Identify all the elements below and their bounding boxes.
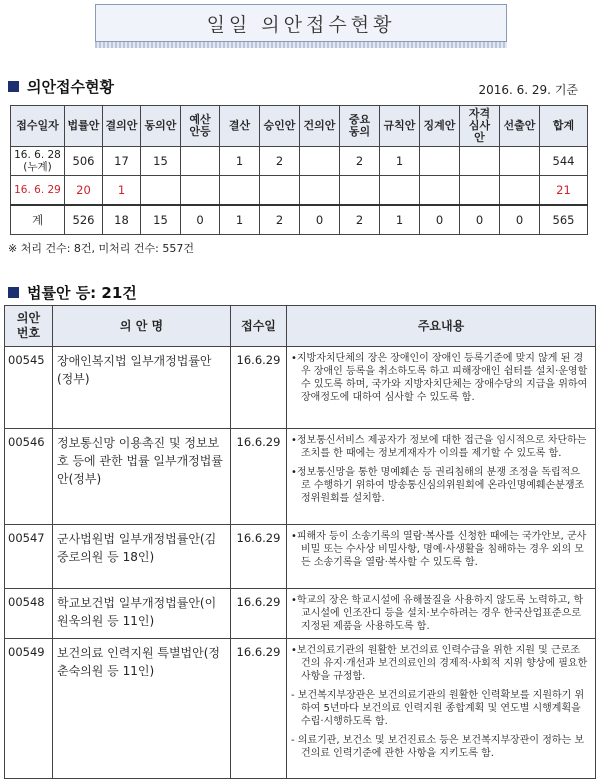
header-cell: 의안번호 bbox=[5, 306, 53, 347]
document-title: 일일 의안접수현황 bbox=[95, 4, 507, 42]
summary-cell: 2 bbox=[260, 147, 300, 176]
summary-cell: 0 bbox=[460, 205, 500, 235]
header-cell: 접수일 bbox=[231, 306, 287, 347]
summary-cell bbox=[260, 176, 300, 206]
table-row bbox=[5, 525, 596, 589]
summary-cell: 21 bbox=[540, 176, 588, 206]
bill-number: 00547 bbox=[5, 525, 53, 589]
summary-cell: 526 bbox=[65, 205, 103, 235]
table-row bbox=[5, 639, 596, 779]
row-date-line: 16. 6. 29 bbox=[14, 184, 61, 196]
summary-cell bbox=[181, 176, 220, 206]
summary-cell bbox=[181, 147, 220, 176]
section-heading-text: 의안접수현황 bbox=[27, 78, 114, 96]
header-cell: 중요동의 bbox=[340, 106, 380, 147]
section-heading-receipt-status bbox=[8, 76, 114, 97]
header-cell: 주요내용 bbox=[287, 306, 596, 347]
square-bullet-icon bbox=[8, 287, 19, 298]
summary-cell bbox=[300, 176, 340, 206]
header-cell: 승인안 bbox=[260, 106, 300, 147]
table-row bbox=[5, 429, 596, 525]
summary-row-cumulative bbox=[11, 147, 588, 176]
content-paragraph: •정보통신망을 통한 명예훼손 등 권리침해의 분쟁 조정을 독립적으로 수행하기 위하여 방송통신심의위원회에 온라인명예훼손분쟁조정위원회를 설치함. bbox=[291, 467, 585, 504]
header-cell: 법률안 bbox=[65, 106, 103, 147]
summary-cell: 18 bbox=[103, 205, 141, 235]
summary-cell: 1 bbox=[220, 147, 260, 176]
summary-cell bbox=[380, 176, 420, 206]
summary-cell bbox=[420, 147, 460, 176]
summary-cell: 1 bbox=[103, 176, 141, 206]
summary-cell: 0 bbox=[420, 205, 460, 235]
summary-table bbox=[10, 105, 588, 235]
content-paragraph: •지방자치단체의 장은 장애인이 장애인 등록기준에 맞지 않게 된 경우 장애인 등록을 취소하도록 하고 피해장애인 쉼터를 설치·운영할 수 있도록 하며, 국가와 지방자치단체는 장애수당의 지급을 위하여 장애정도에 대하여 심사할 수 있도록 함. bbox=[291, 353, 588, 403]
header-cell: 결산 bbox=[220, 106, 260, 147]
row-date-subline: (누계) bbox=[23, 161, 52, 173]
summary-cell: 1 bbox=[220, 205, 260, 235]
content-paragraph: •학교의 장은 학교시설에 유해물질을 사용하지 않도록 노력하고, 학교시설에 인조잔디 등을 설치·보수하려는 경우 한국산업표준으로 지정된 제품을 사용하도록 함. bbox=[291, 595, 584, 632]
table-row bbox=[5, 589, 596, 639]
summary-cell: 0 bbox=[181, 205, 220, 235]
summary-cell: 17 bbox=[103, 147, 141, 176]
row-date-cell bbox=[11, 176, 65, 206]
section-heading-bills bbox=[8, 282, 137, 303]
bill-date: 16.6.29 bbox=[231, 347, 287, 429]
processing-note: ※ 처리 건수: 8건, 미처리 건수: 557건 bbox=[8, 242, 194, 255]
summary-cell: 15 bbox=[141, 205, 181, 235]
bill-number: 00545 bbox=[5, 347, 53, 429]
bill-content bbox=[287, 639, 596, 779]
bills-header-row bbox=[5, 306, 596, 347]
bill-content bbox=[287, 347, 596, 429]
header-cell: 징계안 bbox=[420, 106, 460, 147]
bill-number: 00549 bbox=[5, 639, 53, 779]
header-cell: 규칙안 bbox=[380, 106, 420, 147]
bill-number: 00548 bbox=[5, 589, 53, 639]
bills-table bbox=[4, 305, 596, 779]
summary-cell: 1 bbox=[380, 147, 420, 176]
summary-cell: 2 bbox=[340, 147, 380, 176]
header-cell: 의 안 명 bbox=[53, 306, 231, 347]
title-underline bbox=[95, 42, 507, 48]
header-cell: 예산안등 bbox=[181, 106, 220, 147]
summary-cell bbox=[340, 176, 380, 206]
content-paragraph: - 보건복지부장관은 보건의료기관의 원활한 인력확보를 지원하기 위하여 5년마다 보건의료 인력지원 종합계획 및 연도별 시행계획을 수립·시행하도록 함. bbox=[291, 690, 585, 727]
summary-cell bbox=[500, 147, 540, 176]
content-paragraph: •정보통신서비스 제공자가 정보에 대한 접근을 임시적으로 차단하는 조치를 한 때에는 정보게재자가 이의를 제기할 수 있도록 함. bbox=[291, 435, 587, 459]
row-date-cell bbox=[11, 147, 65, 176]
summary-cell: 565 bbox=[540, 205, 588, 235]
summary-cell: 20 bbox=[65, 176, 103, 206]
content-paragraph: •피해자 등이 소송기록의 열람·복사를 신청한 때에는 국가안보, 군사비밀 또는 수사상 비밀사항, 명예·사생활을 침해하는 경우 외의 모든 소송기록을 열람·복사할 수 있도록 함. bbox=[291, 531, 587, 568]
summary-row-today bbox=[11, 176, 588, 206]
summary-header-row bbox=[11, 106, 588, 147]
summary-cell bbox=[220, 176, 260, 206]
summary-cell bbox=[300, 147, 340, 176]
bill-number: 00546 bbox=[5, 429, 53, 525]
summary-cell bbox=[500, 176, 540, 206]
header-cell: 건의안 bbox=[300, 106, 340, 147]
summary-cell: 2 bbox=[340, 205, 380, 235]
header-cell: 합계 bbox=[540, 106, 588, 147]
bill-content bbox=[287, 525, 596, 589]
bill-date: 16.6.29 bbox=[231, 525, 287, 589]
header-cell: 결의안 bbox=[103, 106, 141, 147]
bill-content bbox=[287, 589, 596, 639]
square-bullet-icon bbox=[8, 81, 19, 92]
row-date-line: 16. 6. 28 bbox=[14, 149, 61, 161]
bill-content bbox=[287, 429, 596, 525]
summary-cell bbox=[460, 176, 500, 206]
date-reference: 2016. 6. 29. 기준 bbox=[478, 83, 578, 97]
bill-date: 16.6.29 bbox=[231, 589, 287, 639]
content-paragraph: •보건의료기관의 원활한 보건의료 인력수급을 위한 지원 및 근로조건의 유지·개선과 보건의료인의 경제적·사회적 지위 향상에 필요한 사항을 규정함. bbox=[291, 645, 588, 682]
summary-cell: 506 bbox=[65, 147, 103, 176]
header-cell: 접수일자 bbox=[11, 106, 65, 147]
table-row bbox=[5, 347, 596, 429]
summary-cell: 15 bbox=[141, 147, 181, 176]
bill-date: 16.6.29 bbox=[231, 639, 287, 779]
content-paragraph: - 의료기관, 보건소 및 보건진료소 등은 보건복지부장관이 정하는 보건의료 인력기준에 관한 사항을 지키도록 함. bbox=[291, 735, 585, 759]
summary-cell: 2 bbox=[260, 205, 300, 235]
summary-cell: 1 bbox=[380, 205, 420, 235]
bill-name: 군사법원법 일부개정법률안(김중로의원 등 18인) bbox=[53, 525, 231, 589]
section-heading-text: 법률안 등: 21건 bbox=[27, 284, 137, 302]
header-cell: 선출안 bbox=[500, 106, 540, 147]
summary-row-total bbox=[11, 205, 588, 235]
header-cell: 자격심사안 bbox=[460, 106, 500, 147]
bill-name: 장애인복지법 일부개정법률안(정부) bbox=[53, 347, 231, 429]
bill-date: 16.6.29 bbox=[231, 429, 287, 525]
summary-cell: 544 bbox=[540, 147, 588, 176]
summary-cell bbox=[141, 176, 181, 206]
bill-name: 정보통신망 이용촉진 및 정보보호 등에 관한 법률 일부개정법률안(정부) bbox=[53, 429, 231, 525]
bill-name: 학교보건법 일부개정법률안(이원욱의원 등 11인) bbox=[53, 589, 231, 639]
summary-cell: 0 bbox=[500, 205, 540, 235]
row-date-cell: 계 bbox=[11, 205, 65, 235]
summary-cell: 0 bbox=[300, 205, 340, 235]
summary-cell bbox=[460, 147, 500, 176]
header-cell: 동의안 bbox=[141, 106, 181, 147]
bill-name: 보건의료 인력지원 특별법안(정춘숙의원 등 11인) bbox=[53, 639, 231, 779]
summary-cell bbox=[420, 176, 460, 206]
